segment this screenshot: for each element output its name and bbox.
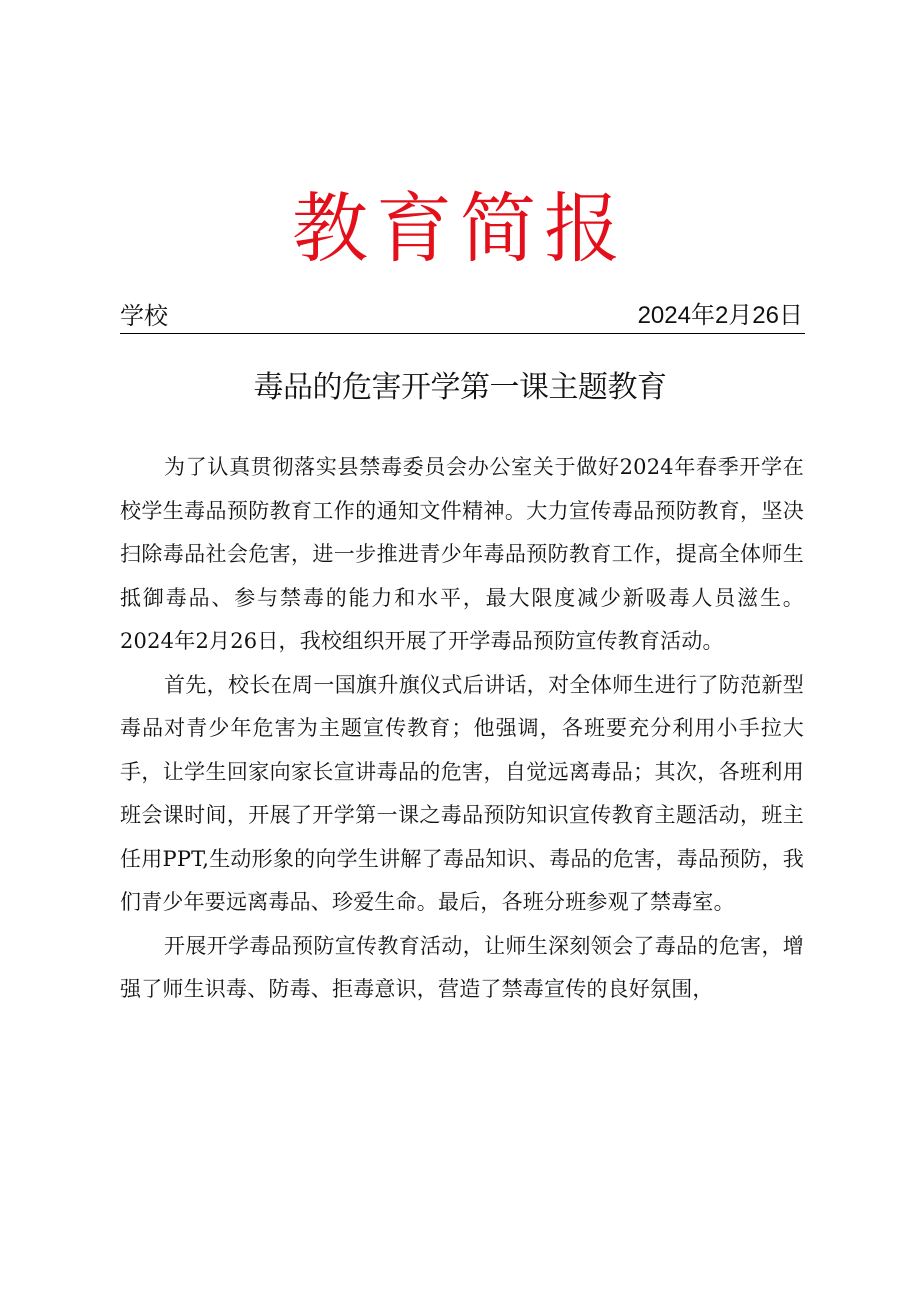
article-body	[120, 446, 804, 1012]
issue-date: 2024年2月26日	[637, 302, 803, 329]
masthead-title: 教育简报	[292, 184, 628, 273]
paragraph: 为了认真贯彻落实县禁毒委员会办公室关于做好2024年春季开学在校学生毒品预防教育工作的通知文件精神。大力宣传毒品预防教育，坚决扫除毒品社会危害，进一步推进青少年毒品预防教育工作，提高全体师生抵御毒品、参与禁毒的能力和水平，最大限度减少新吸毒人员滋生。2024年2月26日，我校组织开展了开学毒品预防宣传教育活动。	[120, 455, 804, 653]
paragraph: 首先，校长在周一国旗升旗仪式后讲话，对全体师生进行了防范新型毒品对青少年危害为主题宣传教育；他强调，各班要充分利用小手拉大手，让学生回家向家长宣讲毒品的危害，自觉远离毒品；其次，各班利用班会课时间，开展了开学第一课之毒品预防知识宣传教育主题活动，班主任用PPT,生动形象的向学生讲解了毒品知识、毒品的危害，毒品预防，我们青少年要远离毒品、珍爱生命。最后，各班分班参观了禁毒室。	[120, 672, 804, 914]
school-label: 学校	[120, 302, 168, 330]
header-meta-row	[120, 299, 805, 334]
paragraph: 开展开学毒品预防宣传教育活动，让师生深刻领会了毒品的危害，增强了师生识毒、防毒、拒毒意识，营造了禁毒宣传的良好氛围，	[120, 933, 804, 1001]
article-title: 毒品的危害开学第一课主题教育	[253, 370, 667, 405]
